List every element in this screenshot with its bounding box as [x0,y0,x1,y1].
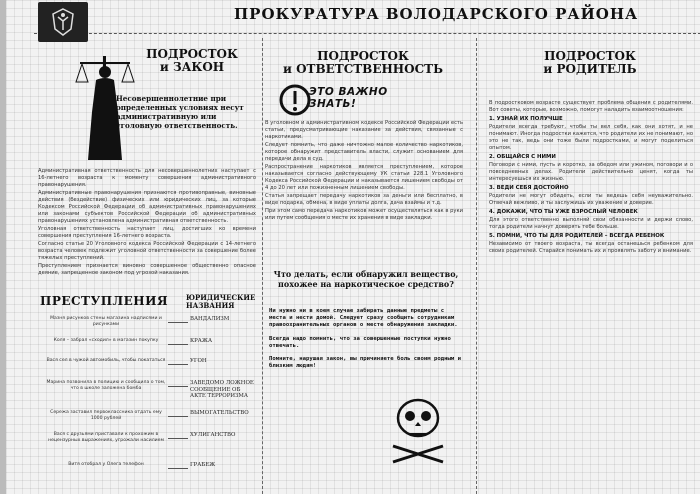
crime-description: Сережа заставил первоклассника отдать ему 1000 рублей [50,410,162,421]
paragraph: Административная ответственность для несовершеннолетних наступает с 16-летнего возраста к моменту совершения административного правонарушения. [38,168,256,188]
column-3-title-line2: и РОДИТЕЛЬ [543,62,637,76]
crime-description: Коля – забрал «сходил» в магазин покупку [53,338,159,343]
connector-line [168,364,188,365]
paragraph: Согласно статье 20 Уголовного кодекса Российской Федерации с 14-летнего возраста человек подлежит уголовной ответственности за совершение более тяжелых преступлений. [38,241,256,261]
advice-heading: 3. ВЕДИ СЕБЯ ДОСТОЙНО [489,185,569,191]
paragraph: При этом само передача наркотиков может осуществляться как в руки или путем сообщения о месте их хранения в виде закладки. [265,208,463,221]
crime-legal-name: ЗАВЕДОМО ЛОЖНОЕ СООБЩЕНИЕ ОБ АКТЕ ТЕРРОРИЗМА [190,380,254,399]
crime-description: Мазня рисунков стены магазина надписями и рисунками [50,316,162,327]
column-teen-and-law [30,38,258,494]
column-3-body [489,100,693,256]
crime-legal-name: ГРАБЕЖ [190,462,216,468]
column-1-title [132,48,252,74]
paragraph: Следует помнить, что даже ничтожно малое количество наркотиков, которое обнаружит представитель власти, служит основанием для передачи дела в суд. [265,142,463,162]
rule-text: Ни нужно ни в коем случае забирать данные предметы с места и нести домой. Следует сразу сообщить сотрудникам правоохранительных органов о месте обнаружения закладки. [269,308,458,329]
column-2-title [263,50,463,76]
crime-row [40,378,254,406]
paragraph: Статья запрещает передачу наркотиков за деньги или бесплатно, в виде подарка, обмена, в виде уплаты долга, дача взаймы и т.д. [265,193,463,206]
advice-text: Родители не могут обидеть, если ты ведешь себя неуважительно. Отвечай вежливо, и ты заслужишь их уважение и доверие. [489,193,693,206]
advice-heading: 1. УЗНАЙ ИХ ПОЛУЧШЕ [489,116,563,122]
connector-line [168,438,188,439]
skull-icon [383,388,453,468]
crime-legal-name: ВЫМОГАТЕЛЬСТВО [190,410,249,416]
crime-legal-name: УГОН [190,358,207,364]
crime-row [40,408,254,428]
paragraph: В уголовном и административном кодексе Российской Федерации есть статьи, предусматривающие наказание за действия, связанные с наркотиками. [265,120,463,140]
column-1-title-line2: и ЗАКОН [159,60,225,74]
crimes-heading: ПРЕСТУПЛЕНИЯ [40,294,169,308]
column-teen-and-responsibility [262,38,470,494]
legal-names-heading: ЮРИДИЧЕСКИЕ НАЗВАНИЯ [186,293,256,310]
paragraph: Уголовная ответственность наступает лиц, достигших ко времени совершения преступления 16-летнего возраста. [38,226,256,239]
connector-line [168,468,188,469]
rule-text: Помните, нарушая закон, вы причиняете боль своим родным и близким людям! [269,356,461,370]
column-1-body [38,168,256,278]
important-notice-line2: ЗНАТЬ! [309,98,357,110]
important-notice-line1: ЭТО ВАЖНО [309,86,388,98]
page-header [34,0,700,34]
column-1-title-line1: ПОДРОСТОК [146,47,238,61]
advice-text: Для этого ответственно выполняй свои обязанности и держи слово, тогда родители начнут доверять тебе больше. [489,217,693,230]
paragraph: Распространение наркотиков является преступлением, которое наказывается согласно действующему УК статьи 228.1 Уголовного Кодекса Российской Федерации и наказывается лишением свободы от 4 до 20 лет или пожизненным лишением свободы. [265,164,463,191]
prosecutor-emblem-icon [38,2,88,42]
page-title: ПРОКУРАТУРА ВОЛОДАРСКОГО РАЙОНА [234,5,639,23]
advice-text: Независимо от твоего возраста, ты всегда останешься ребенком для своих родителей. Старайся понимать их и проявлять заботу и внимание. [489,241,693,254]
rule-text: Всегда надо помнить, что за совершенные поступки нужно отвечать. [269,335,451,349]
advice-heading: 4. ДОКАЖИ, ЧТО ТЫ УЖЕ ВЗРОСЛЫЙ ЧЕЛОВЕК [489,209,638,215]
crime-description: Марина позвонила в полицию и сообщила о том, что в школе заложена бомба [46,380,166,391]
paragraph: Административные правонарушения признаются противоправные, виновные действия (бездействие) физических или юридических лиц, за которые Кодексом Российской Федерации об административных правонарушениях или законами субъектов Российской Федерации об административных правонарушениях установлена административная ответственность. [38,190,256,224]
column-1-lead: Несовершеннолетние при определенных условиях несут административную или уголовную ответственность. [116,94,244,130]
column-teen-and-parent [476,38,700,494]
column-3-title [485,50,695,76]
advice-heading: 5. ПОМНИ, ЧТО ТЫ ДЛЯ РОДИТЕЛЕЙ – ВСЕГДА РЕБЕНОК [489,233,665,239]
crime-row [40,356,254,376]
advice-heading: 2. ОБЩАЙСЯ С НИМИ [489,154,556,160]
intro-paragraph: В подростковом возрасте существует проблема общения с родителями. Вот советы, которые, возможно, помогут наладить взаимоотношения: [489,100,693,113]
crimes-matching-table [40,294,254,494]
important-notice [309,86,388,110]
crime-legal-name: ХУЛИГАНСТВО [190,432,236,438]
advice-text: Родители всегда требуют, чтобы ты вел себя, как они хотят, и не понимают. Иногда подростки кажется, что родители их не понимают, но это не так, ведь они тоже были подростками, и могут поделиться опытом. [489,124,693,151]
column-2-title-line2: и ОТВЕТСТВЕННОСТЬ [283,62,443,76]
column-2-body [265,120,463,223]
crime-row [40,460,254,480]
paragraph: Преступлением признается виновно совершенное общественно опасное деяние, запрещенное законом под угрозой наказания. [38,263,256,276]
crime-description: Витя отобрал у Олега телефон [68,462,144,467]
connector-line [168,344,188,345]
column-3-title-line1: ПОДРОСТОК [544,49,636,63]
crime-row [40,314,254,334]
connector-line [168,416,188,417]
column-2-title-line1: ПОДРОСТОК [317,49,409,63]
crime-row [40,430,254,458]
crime-description: Вася сел в чужой автомобиль, чтобы покататься [46,358,166,363]
advice-text: Поговори с ними, пусть и коротко, за обедом или ужином, поговори и о повседневных делах. Родители действительно ценят, когда ты интересуешься их жизнью. [489,162,693,182]
crime-description: Вася с друзьями приставали к прохожим в нецензурных выражениях, угрожали насилием [48,432,164,443]
safety-rules [269,308,463,376]
crime-row [40,336,254,356]
crime-legal-name: ВАНДАЛИЗМ [190,316,230,322]
crime-legal-name: КРАЖА [190,338,213,344]
connector-line [168,322,188,323]
found-substance-question: Что делать, если обнаружил вещество, похожее на наркотическое средство? [273,269,459,289]
connector-line [168,386,188,387]
